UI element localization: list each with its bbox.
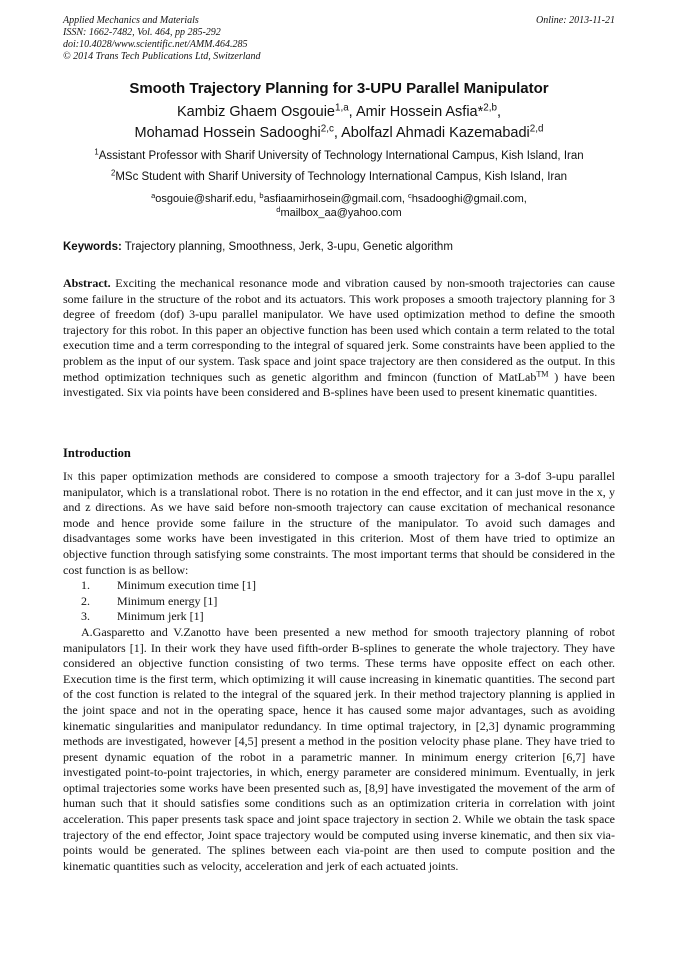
affiliation-2 [0, 168, 678, 183]
abstract-label: Abstract. [63, 276, 111, 290]
doi-line: doi:10.4028/www.scientific.net/AMM.464.285 [63, 39, 248, 50]
author-sup: 1,a [334, 102, 349, 114]
author-sep: , [348, 104, 356, 120]
email-sup: b [259, 190, 264, 200]
journal-header [63, 15, 615, 63]
list-item [63, 609, 615, 625]
author-sup: 2,c [320, 123, 334, 135]
email-list [0, 192, 678, 220]
author-sep: , [496, 104, 501, 120]
email-line-1 [0, 192, 678, 206]
affiliation-sup: 1 [94, 147, 99, 157]
email-sup: c [408, 190, 412, 200]
trademark-sup: TM [536, 369, 549, 379]
list-number: 2. [81, 593, 90, 608]
email-link[interactable]: mailbox_aa@yahoo.com [280, 207, 402, 219]
keywords-text: Trajectory planning, Smoothness, Jerk, 3-upu, Genetic algorithm [121, 241, 453, 253]
cost-terms-list [63, 578, 615, 625]
author-line-2 [0, 123, 678, 144]
introduction-body [63, 469, 615, 874]
author-name: Mohamad Hossein Sadooghi [134, 125, 321, 141]
dropcap: In [63, 469, 73, 483]
author-name: Amir Hossein Asfia* [355, 104, 484, 120]
author-list [0, 102, 678, 144]
author-sep: , [333, 125, 342, 141]
section-heading: Introduction [63, 446, 131, 460]
abstract [63, 276, 615, 401]
copyright-line: © 2014 Trans Tech Publications Ltd, Switzerland [63, 51, 261, 62]
list-number: 1. [81, 578, 90, 593]
intro-paragraph-2: A.Gasparetto and V.Zanotto have been presented a new method for smooth trajectory planning of robot manipulators [1]. In their work they have used fifth-order B-splines to generate the whole trajectory. They have considered an objective function consisting of two terms. These terms have opposite effect on each other. Execution time is the first term, which optimizing it will cause increasing in kinematic quantities. The second part of the cost function is related to the integral of the squared jerk. In their method trajectory planning is applied in the joint space and not in the operating space, hence it has caused some major advantages, such as avoiding kinematic singularities and manipulator redundancy. In time optimal trajectory, in [2,3] dynamic programming methods are investigated, however [4,5] present a method in the position velocity phase plane. They have tried to present dynamic equation of the robot in a parametric manner. In minimum energy criterion [6,7] have investigated point-to-point trajectories, in which, energy parameter are considered minimum. Eventually, in jerk optimal trajectories some works have been presented such as, [8,9] have investigated the movement of the arm of human such that it should satisfies some conditions such as an optimization criteria in correlation with joint acceleration. This paper presents task space and joint space trajectory in section 2. While we obtain the task space trajectory of the end effector, Joint space trajectory would be computed using inverse kinematic, and then six via-points would be generated. The splines between each via-point are then used to compute position and the kinematic quantities such as velocity, acceleration and jerk of each actuated joints. [63, 624, 615, 873]
keywords-label: Keywords: [63, 241, 122, 253]
affiliation-1 [0, 147, 678, 162]
list-text: Minimum energy [1] [117, 593, 218, 608]
list-text: Minimum execution time [1] [117, 578, 256, 593]
paragraph-text: this paper optimization methods are considered to compose a smooth trajectory for a 3-dof 3-upu parallel manipulator, which is a translational robot. There is no rotation in the end effector, and it can just move in the x, y and z directions. As we have said before non-smooth trajectory can cause excitation of mechanical resonance mode and hence provide some failure in the structure of the manipulator. To avoid such damages and disadvantages some works have been investigated in this criterion. Most of them have tried to optimize an objective function through satisfying some constraints. The most important terms that should be considered in the cost function is as bellow: [63, 469, 615, 577]
paper-title: Smooth Trajectory Planning for 3-UPU Parallel Manipulator [129, 80, 549, 97]
author-sup: 2,d [529, 123, 544, 135]
affiliation-sup: 2 [110, 168, 116, 178]
list-text: Minimum jerk [1] [117, 609, 204, 624]
journal-name: Applied Mechanics and Materials [63, 15, 199, 26]
author-line-1 [0, 102, 678, 123]
issn-line: ISSN: 1662-7482, Vol. 464, pp 285-292 [63, 27, 221, 38]
email-line-2 [0, 206, 678, 220]
author-name: Kambiz Ghaem Osgouie [177, 104, 335, 120]
abstract-text: Exciting the mechanical resonance mode and vibration caused by non-smooth trajectories can cause some failure in the structure of the robot and its actuators. This work proposes a smooth trajectory planning for 3 degree of freedom (dof) 3-upu parallel manipulator. We have used optimization method to define the smooth trajectory for this robot. In this paper an objective function has been used which contain a term related to the total execution time and a term corresponding to the integral of squared jerk. Some constraints have been applied to the problem as the input of our system. Task space and joint space trajectory are then considered as the output. In this method optimization techniques such as genetic algorithm and fmincon (function of MatLab [63, 276, 615, 384]
keywords [63, 241, 623, 253]
email-link[interactable]: asfiaamirhosein@gmail.com, [263, 193, 409, 205]
affiliation-text: Assistant Professor with Sharif University of Technology International Campus, Kish Island, Iran [98, 150, 584, 162]
email-sup: d [276, 204, 281, 214]
author-sup: 2,b [483, 102, 497, 114]
abstract-text-end: ) have been investigated. Six via points have been considered and B-splines have been used to present kinematic quantities. [63, 369, 615, 400]
author-name: Abolfazl Ahmadi Kazemabadi [341, 125, 530, 141]
online-date: Online: 2013-11-21 [536, 15, 615, 26]
list-item [63, 578, 615, 594]
email-link[interactable]: osgouie@sharif.edu, [155, 193, 260, 205]
email-link[interactable]: hsadooghi@gmail.com, [411, 193, 527, 205]
email-sup: a [151, 190, 156, 200]
list-number: 3. [81, 609, 90, 624]
list-item [63, 594, 615, 610]
intro-paragraph-1 [63, 469, 615, 578]
affiliation-text: MSc Student with Sharif University of Technology International Campus, Kish Island, Iran [115, 171, 568, 183]
